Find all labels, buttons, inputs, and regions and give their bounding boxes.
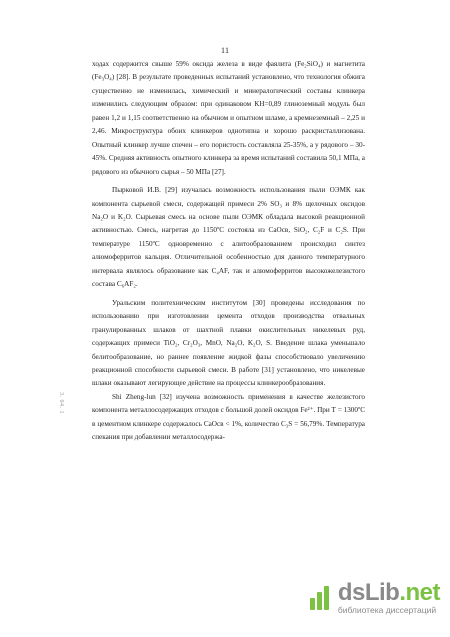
- watermark-title: [337, 579, 440, 606]
- dslib-watermark[interactable]: [308, 579, 440, 615]
- watermark-domain: .net: [399, 579, 440, 606]
- paragraph-2: Пырковой И.В. [29] изучалась возможность использования пыли ОЭМК как компонента сырьевой смеси, содержащей примеси 2% SO₃ и 8% щелочных оксидов Na₂O и K₂O. Сырьевая смесь на основе пыли ОЭМК обладала высокой реакционной активностью. Смесь, нагретая до 1150ºС состояла из CaOсв, SiO₂, C₂F и C₂S. При температуре 1150ºС одновременно с алитообразованием происходил синтез алюмоферритов кальция. Отличительной особенностью для данного температурного интервала являлось образование как C₄AF, так и алюмоферритов высокожелезистого состава C₆AF₂.: [92, 186, 365, 289]
- document-body: [92, 58, 365, 445]
- paragraph-1: ходах содержится свыше 59% оксида железа в виде фаялита (Fe₂SiO₄) и магнетита (Fe₃O₄) [28]. В результате проведенных испытаний установлено, что технология обжига существенно не изменилась, химический и минералогический составы клинкера изменились следующим образом: при одинаковом КН=0,89 глиноземный модуль был равен 1,2 и 1,15 соответственно на обычном и опытном шламе, а кремнеземный – 2,25 и 2,46. Микроструктура обоих клинкеров однотипна и хорошо раскристаллизована. Опытный клинкер лучше спечен – его пористость составляла 25-35%, а у рядового – 30-45%. Средняя активность опытного клинкера за время испытаний составила 50,1 МПа, а рядового из обычного сырья – 50 МПа [27].: [92, 60, 365, 176]
- page-number: 11: [220, 45, 230, 55]
- watermark-subtitle: библиотека диссертаций: [337, 605, 437, 615]
- paragraph-4: Shi Zheng-lun [32] изучена возможность применения в качестве железистого компонента металлосодержащих отходов с большой долей оксидов Fe²⁺. При Т = 1300ºС в цементном клинкере содержалось CaOсв < 1%, количество C₃S = 56,79%. Температура спекания при добавлении металлосодержа-: [92, 392, 365, 442]
- paragraph-3: Уральским политехническим институтом [30] проведены исследования по использованию при изготовлении цемента отходов производства отвальных гранулированных шлаков от шахтной плавки окислительных никелевых руд, содержащих примеси TiO₂, Cr₂O₃, MnO, Na₂O, K₂O, S. Введение шлака уменьшало белитообразование, но раннее появление жидкой фазы способствовало увеличению реакционной способности сырьевой смеси. В работе [31] установлено, что никелевые шлаки оказывают легирующее действие на процессы клинкерообразования.: [92, 298, 365, 388]
- margin-mark: 3. 04. 1: [58, 392, 64, 414]
- dslib-bars-icon: [308, 586, 334, 612]
- watermark-brand: dsLib: [337, 579, 400, 606]
